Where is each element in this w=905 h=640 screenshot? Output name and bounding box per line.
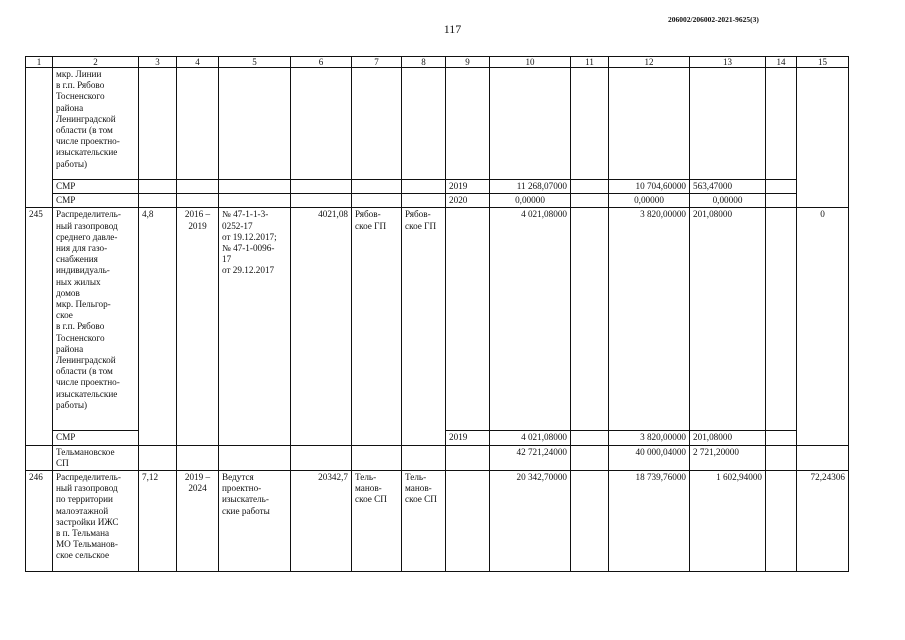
amount-total: 20 342,70000 (490, 471, 571, 572)
readiness: 72,24306 (797, 471, 849, 572)
length-km: 4,8 (139, 208, 177, 445)
column-header: 1 (26, 57, 53, 68)
period: 2016 – 2019 (177, 208, 219, 445)
column-header: 9 (446, 57, 490, 68)
column-header: 6 (291, 57, 352, 68)
cost-estimate: 4021,08 (291, 208, 352, 445)
column-header: 12 (609, 57, 690, 68)
table-row (26, 194, 849, 208)
table-row (26, 180, 849, 194)
readiness: 0 (797, 208, 849, 445)
gas-pipeline-table (25, 56, 849, 572)
column-header: 4 (177, 57, 219, 68)
amount-total: 4 021,08000 (490, 431, 571, 445)
amount-federal: 18 739,76000 (609, 471, 690, 572)
customer: Тель- манов- ское СП (352, 471, 402, 572)
amount-local: 0,00000 (690, 194, 766, 208)
column-header: 13 (690, 57, 766, 68)
expertise-docs: № 47-1-1-3- 0252-17 от 19.12.2017; № 47-1-0096- 17 от 29.12.2017 (219, 208, 291, 445)
amount-federal: 3 820,00000 (609, 208, 690, 431)
amount-federal: 3 820,00000 (609, 431, 690, 445)
column-header: 11 (571, 57, 609, 68)
year-cell: 2020 (446, 194, 490, 208)
amount-local: 1 602,94000 (690, 471, 766, 572)
column-header: 8 (402, 57, 446, 68)
smr-label: СМР (53, 194, 139, 208)
amount-local: 2 721,20000 (690, 445, 766, 470)
row-number: 245 (26, 208, 53, 445)
amount-local: 201,08000 (690, 208, 766, 431)
amount-federal: 0,00000 (609, 194, 690, 208)
column-header: 7 (352, 57, 402, 68)
column-number-row (26, 57, 849, 68)
year-cell: 2019 (446, 180, 490, 194)
column-header: 10 (490, 57, 571, 68)
row-number: 246 (26, 471, 53, 572)
amount-federal: 10 704,60000 (609, 180, 690, 194)
column-header: 2 (53, 57, 139, 68)
table-row (26, 471, 849, 572)
amount-total: 42 721,24000 (490, 445, 571, 470)
page-number: 117 (443, 22, 462, 36)
object-name: мкр. Линии в г.п. Рябово Тосненского района Ленинградской области (в том числе проектно- изыскательские работы) (53, 68, 139, 180)
amount-total: 11 268,07000 (490, 180, 571, 194)
amount-federal: 40 000,04000 (609, 445, 690, 470)
object-name: Распределитель- ный газопровод среднего давле- ния для газо- снабжения индивидуаль- ных жилых домов мкр. Пельгор- ское в г.п. Рябово Тосненского района Ленинградской области (в том числе проектно- изыскательские работы) (53, 208, 139, 431)
expertise-docs: Ведутся проектно- изыскатель- ские работы (219, 471, 291, 572)
customer: Рябов- ское ГП (352, 208, 402, 445)
owner: Рябов- ское ГП (402, 208, 446, 445)
smr-label: СМР (53, 180, 139, 194)
column-header: 15 (797, 57, 849, 68)
cost-estimate: 20342,7 (291, 471, 352, 572)
column-header: 3 (139, 57, 177, 68)
amount-local: 563,47000 (690, 180, 766, 194)
column-header: 14 (766, 57, 797, 68)
amount-total: 0,00000 (490, 194, 571, 208)
subtotal-row (26, 445, 849, 470)
owner: Тель- манов- ское СП (402, 471, 446, 572)
amount-local: 201,08000 (690, 431, 766, 445)
period: 2019 – 2024 (177, 471, 219, 572)
column-header: 5 (219, 57, 291, 68)
settlement-name: Тельмановское СП (53, 445, 139, 470)
table-row (26, 208, 849, 431)
table-row (26, 68, 849, 180)
object-name: Распределитель- ный газопровод по территории малоэтажной застройки ИЖС в п. Тельмана МО Тельманов- ское сельское (53, 471, 139, 572)
smr-label: СМР (53, 431, 139, 445)
year-cell: 2019 (446, 431, 490, 445)
length-km: 7,12 (139, 471, 177, 572)
document-id: 206002/206002-2021-9625(3) (668, 15, 759, 24)
amount-total: 4 021,08000 (490, 208, 571, 431)
